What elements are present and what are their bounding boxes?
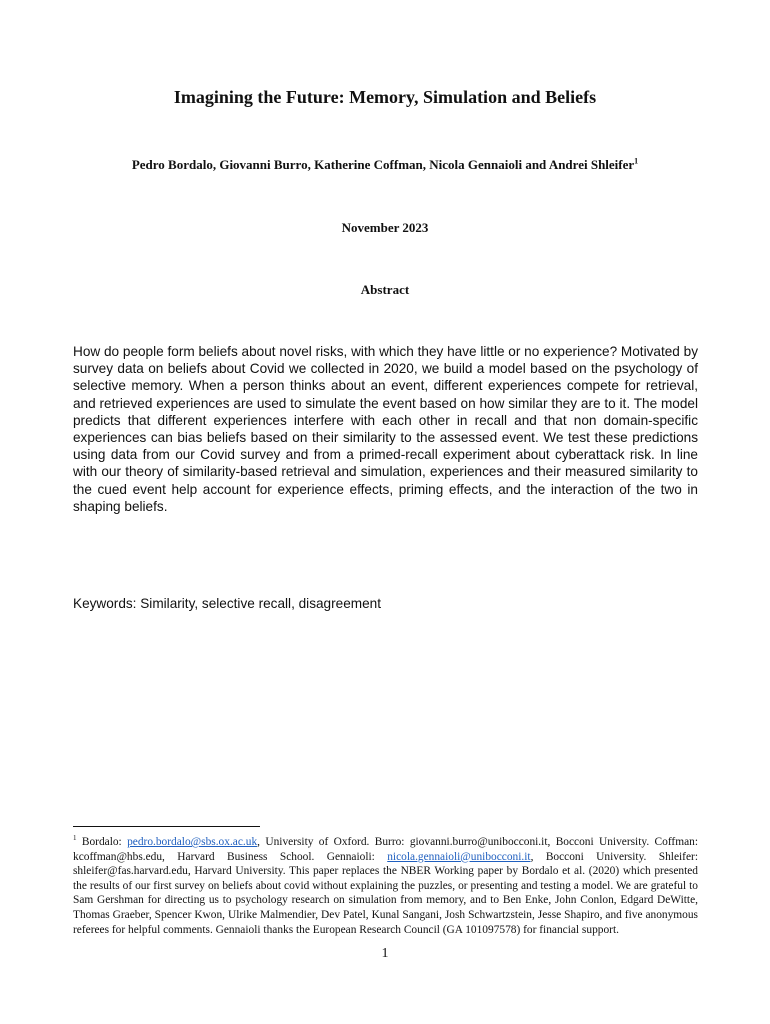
author-footnote-mark: 1 [634, 156, 639, 166]
abstract-text: How do people form beliefs about novel risks, with which they have little or no experience? Motivated by survey data on beliefs about Covid we collected in 2020, we build a model based on the psychology of selective memory. When a person thinks about an event, different experiences compete for retrieval, and retrieved experiences are used to simulate the event based on how similar they are to it. The model predicts that different experiences interfere with each other in recall and that non domain-specific experiences can bias beliefs based on their similarity to the assessed event. We test these predictions using data from our Covid survey and from a primed-recall experiment about cyberattack risk. In line with our theory of similarity-based retrieval and simulation, experiences and their measured similarity to the cued event help account for experience effects, priming effects, and the interaction of the two in shaping beliefs. [73, 344, 698, 514]
footnote-acknowledgements: , Bocconi University. Shleifer: shleifer@fas.harvard.edu, Harvard University. This paper replaces the NBER Working paper by Bordalo et al. (2020) which presented the results of our first survey on beliefs about covid without explaining the puzzles, or presenting and testing a model. We are grateful to Sam Gershman for directing us to psychology research on simulation from memory, and to Ben Enke, John Conlon, Edgard DeWitte, Thomas Graeber, Spencer Kwon, Ulrike Malmendier, Dev Patel, Kunal Sangani, Josh Schwartzstein, Jesse Shapiro, and five anonymous referees for helpful comments. Gennaioli thanks the European Research Council (GA 101097578) for financial support. [73, 850, 698, 936]
footnote-divider [73, 826, 260, 827]
abstract-heading: Abstract [360, 282, 410, 297]
footnote-affiliations: , University of Oxford. Burro: giovanni.burro@unibocconi.it, Bocconi University. Coffman: kcoffman@hbs.edu, Harvard Business School. Gennaioli: [73, 836, 698, 863]
email-link-gennaioli[interactable]: nicola.gennaioli@unibocconi.it [387, 850, 531, 863]
footnote-lead: Bordalo: [76, 836, 128, 848]
paper-title: Imagining the Future: Memory, Simulation and Beliefs [173, 87, 597, 107]
footnote-text [73, 835, 698, 937]
keywords-line: Keywords: Similarity, selective recall, disagreement [73, 596, 381, 611]
footnote-mark: 1 [73, 834, 77, 843]
page-number: 1 [381, 946, 389, 961]
email-link-bordalo[interactable]: pedro.bordalo@sbs.ox.ac.uk [127, 836, 258, 848]
author-names: Pedro Bordalo, Giovanni Burro, Katherine Coffman, Nicola Gennaioli and Andrei Shleifer [131, 157, 635, 172]
author-list [0, 157, 770, 173]
publication-date: November 2023 [341, 220, 429, 235]
